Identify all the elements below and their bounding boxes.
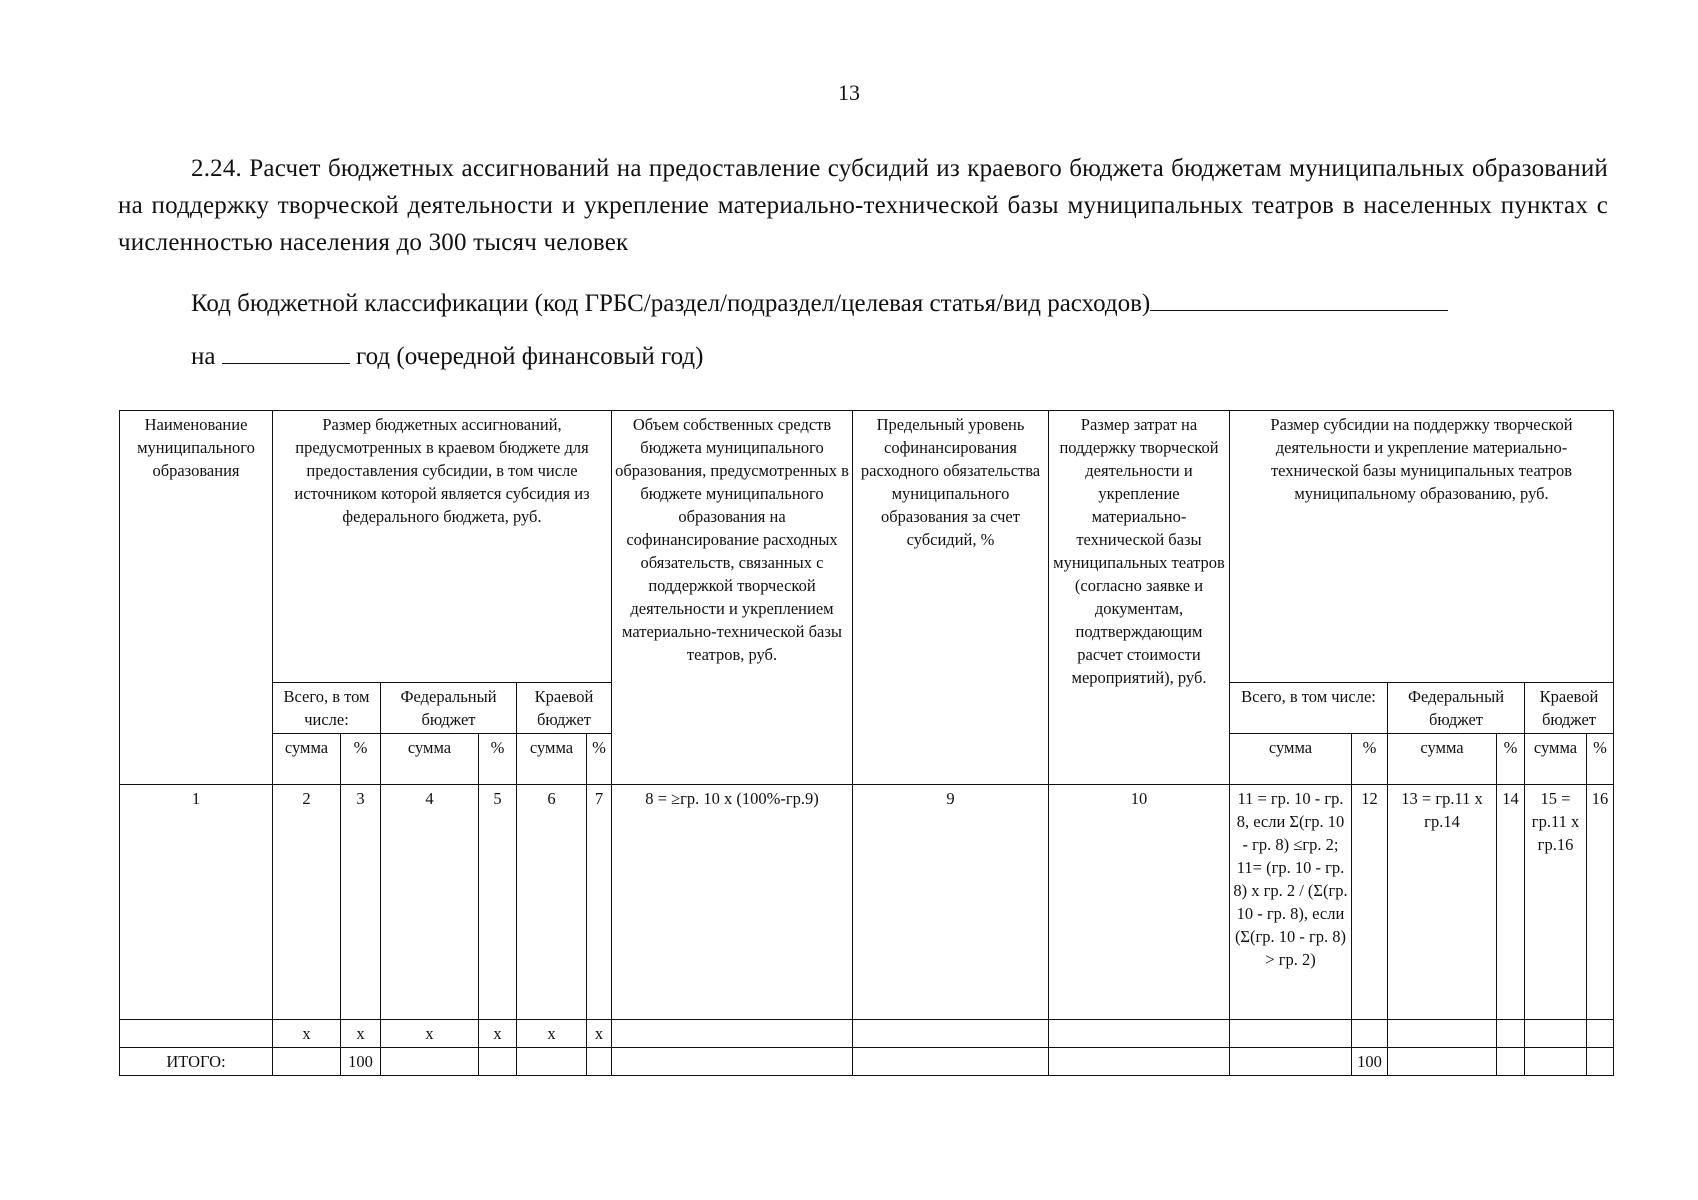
empty-cell (1388, 1020, 1497, 1048)
col-number: 9 (853, 785, 1049, 1020)
col-number: 10 (1049, 785, 1230, 1020)
header-regional-b: Краевой бюджет (1525, 683, 1614, 734)
header-subsidy-size: Размер субсидии на поддержку творческой деятельности и укрепление материально-технической базы муниципальных театров муниципальному образованию, руб. (1230, 411, 1614, 683)
empty-cell (1388, 1048, 1497, 1076)
col-number: 12 (1352, 785, 1388, 1020)
kbk-line (191, 290, 1448, 318)
col-formula-11: 11 = гр. 10 - гр. 8, если Σ(гр. 10 - гр. 8) ≤гр. 2; 11= (гр. 10 - гр. 8) x гр. 2 / (Σ(гр. 10 - гр. 8), если (Σ(гр. 10 - гр. 8) > гр. 2) (1230, 785, 1352, 1020)
header-budget-allocation: Размер бюджетных ассигнований, предусмотренных в краевом бюджете для предоставления субсидии, в том числе источником которой является субсидия из федерального бюджета, руб. (273, 411, 612, 683)
header-total-incl-a: Всего, в том числе: (273, 683, 381, 734)
col-formula-13: 13 = гр.11 x гр.14 (1388, 785, 1497, 1020)
col-number: 1 (120, 785, 273, 1020)
empty-cell (587, 1048, 612, 1076)
empty-cell (853, 1020, 1049, 1048)
empty-cell (1525, 1020, 1587, 1048)
col-formula-15: 15 = гр.11 x гр.16 (1525, 785, 1587, 1020)
header-pct: % (1497, 734, 1525, 785)
header-pct: % (1587, 734, 1614, 785)
empty-cell (1049, 1020, 1230, 1048)
header-own-funds: Объем собственных средств бюджета муниципального образования, предусмотренных в бюджете муниципального образования на софинансирование расходных обязательств, связанных с поддержкой творческой деятельности и укреплением материально-технической базы театров, руб. (612, 411, 853, 785)
col-formula-8: 8 = ≥гр. 10 x (100%-гр.9) (612, 785, 853, 1020)
header-federal-a: Федеральный бюджет (381, 683, 517, 734)
header-sum: сумма (273, 734, 341, 785)
total-label: ИТОГО: (120, 1048, 273, 1076)
empty-cell (1587, 1048, 1614, 1076)
year-suffix: год (очередной финансовый год) (355, 343, 704, 370)
header-pct: % (479, 734, 517, 785)
x-mark: x (341, 1020, 381, 1048)
year-prefix: на (191, 343, 216, 370)
kbk-label: Код бюджетной классификации (код ГРБС/раздел/подраздел/целевая статья/вид расходов) (191, 290, 1151, 317)
col-number: 4 (381, 785, 479, 1020)
header-sum: сумма (381, 734, 479, 785)
header-pct: % (587, 734, 612, 785)
header-sum: сумма (1230, 734, 1352, 785)
empty-cell (1230, 1020, 1352, 1048)
kbk-blank (1150, 290, 1448, 311)
subsidy-table (119, 410, 1614, 1076)
x-mark: x (381, 1020, 479, 1048)
col-number: 3 (341, 785, 381, 1020)
col-number: 16 (1587, 785, 1614, 1020)
empty-cell (853, 1048, 1049, 1076)
header-federal-b: Федеральный бюджет (1388, 683, 1525, 734)
section-title: 2.24. Расчет бюджетных ассигнований на предоставление субсидий из краевого бюджета бюджетам муниципальных образований на поддержку творческой деятельности и укрепление материально-технической базы муниципальных театров в населенных пунктах с численностью населения до 300 тысяч человек (118, 155, 1608, 256)
header-regional-a: Краевой бюджет (517, 683, 612, 734)
col-number: 2 (273, 785, 341, 1020)
total-pct-budget: 100 (341, 1048, 381, 1076)
empty-cell (1049, 1048, 1230, 1076)
x-mark: x (273, 1020, 341, 1048)
empty-cell (1352, 1020, 1388, 1048)
empty-cell (273, 1048, 341, 1076)
col-number: 7 (587, 785, 612, 1020)
empty-cell (1525, 1048, 1587, 1076)
empty-cell (1230, 1048, 1352, 1076)
empty-cell (1497, 1048, 1525, 1076)
col-number: 14 (1497, 785, 1525, 1020)
header-sum: сумма (1388, 734, 1497, 785)
total-pct-subsidy: 100 (1352, 1048, 1388, 1076)
x-mark: x (479, 1020, 517, 1048)
empty-cell (479, 1048, 517, 1076)
year-line (191, 343, 703, 371)
empty-cell (517, 1048, 587, 1076)
header-sum: сумма (1525, 734, 1587, 785)
empty-cell (381, 1048, 479, 1076)
year-blank (222, 343, 350, 364)
header-total-incl-b: Всего, в том числе: (1230, 683, 1388, 734)
col-number: 6 (517, 785, 587, 1020)
header-pct: % (1352, 734, 1388, 785)
empty-cell (612, 1020, 853, 1048)
page-number: 13 (838, 80, 860, 105)
header-costs: Размер затрат на поддержку творческой деятельности и укрепление материально-технической базы муниципальных театров (согласно заявке и документам, подтверждающим расчет стоимости мероприятий), руб. (1049, 411, 1230, 785)
header-cofinancing-level: Предельный уровень софинансирования расходного обязательства муниципального образования за счет субсидий, % (853, 411, 1049, 785)
col-number: 5 (479, 785, 517, 1020)
header-pct: % (341, 734, 381, 785)
header-sum: сумма (517, 734, 587, 785)
x-mark: x (517, 1020, 587, 1048)
empty-cell (1587, 1020, 1614, 1048)
header-municipality: Наименование муниципального образования (120, 411, 273, 785)
x-mark: x (587, 1020, 612, 1048)
empty-cell (612, 1048, 853, 1076)
empty-cell (1497, 1020, 1525, 1048)
empty-cell (120, 1020, 273, 1048)
